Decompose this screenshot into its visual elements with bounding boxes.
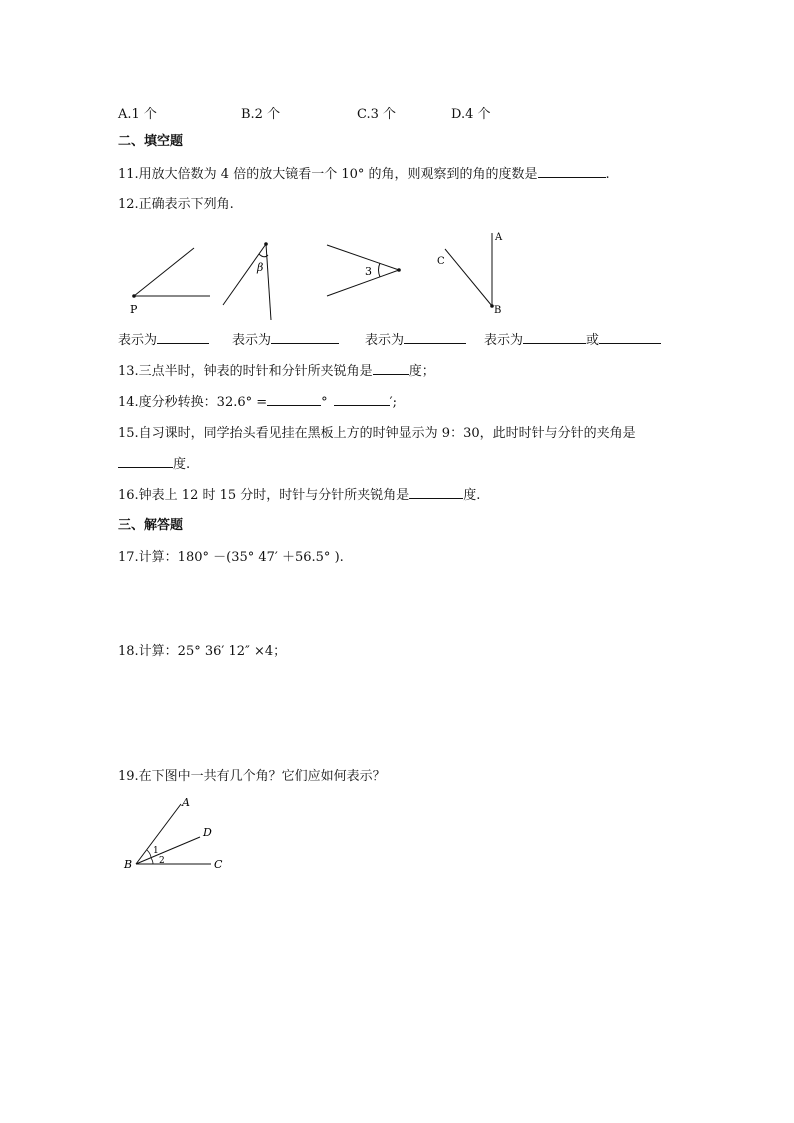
label-p: P [130, 303, 138, 316]
or-label: 或 [586, 333, 600, 348]
question-11-end: . [605, 167, 610, 182]
angle-figure-2 [223, 242, 271, 320]
label-3: 3 [365, 265, 372, 278]
section-answer-title: 三、解答题 [118, 518, 184, 533]
option-a: A.1 个 [118, 107, 157, 122]
answer-blank [373, 362, 409, 375]
option-b: B.2 个 [241, 107, 281, 122]
section-fill-title: 二、填空题 [118, 134, 184, 149]
option-c: C.3 个 [357, 107, 397, 122]
label-a: A [495, 232, 503, 243]
show-label: 表示为 [232, 333, 272, 348]
option-d: D.4 个 [451, 107, 491, 122]
label-1: 1 [153, 846, 159, 856]
question-16-text: 16.钟表上 12 时 15 分时，时针与分针所夹锐角是 [118, 488, 410, 503]
q12-answer-1 [118, 331, 209, 350]
show-label: 表示为 [118, 333, 158, 348]
q12-answer-3 [365, 331, 466, 350]
question-13-unit: 度； [408, 364, 435, 379]
answer-blank [157, 331, 209, 344]
angle-figure-1 [130, 248, 210, 316]
question-14-text: 14.度分秒转换：32.6° = [118, 395, 268, 410]
question-13 [118, 362, 435, 381]
angle-figure-abc [118, 792, 238, 874]
label-c: C [437, 256, 445, 267]
label-a: A [182, 796, 190, 809]
answer-blank [523, 331, 586, 344]
answer-blank [118, 455, 173, 468]
angle-figures [118, 225, 518, 320]
label-b: B [494, 305, 502, 316]
question-15-unit: 度. [173, 457, 191, 472]
answer-blank [334, 393, 390, 406]
question-11-text: 11.用放大倍数为 4 倍的放大镜看一个 10° 的角，则观察到的角的度数是 [118, 167, 538, 182]
answer-blank [409, 486, 463, 499]
angle-figure-4 [437, 232, 503, 316]
answer-blank [404, 331, 466, 344]
question-11 [118, 165, 610, 184]
angle-figure-3 [327, 245, 401, 296]
show-label: 表示为 [484, 333, 524, 348]
question-15-cont [118, 455, 190, 474]
question-17: 17.计算：180° －(35° 47′ ＋56.5° ). [118, 550, 344, 565]
answer-blank [271, 331, 339, 344]
question-13-text: 13.三点半时，钟表的时针和分针所夹锐角是 [118, 364, 373, 379]
label-c: C [214, 858, 223, 871]
answer-blank [599, 331, 661, 344]
question-15: 15.自习课时，同学抬头看见挂在黑板上方的时钟显示为 9：30，此时时针与分针的夹角是 [118, 426, 636, 441]
label-2: 2 [159, 856, 165, 866]
question-18: 18.计算：25° 36′ 12″ ×4； [118, 644, 287, 659]
degree-symbol: ° [321, 395, 328, 410]
q12-answer-4 [484, 331, 661, 350]
show-label: 表示为 [365, 333, 405, 348]
label-b: B [124, 858, 133, 871]
question-19: 19.在下图中一共有几个角？它们应如何表示？ [118, 769, 386, 784]
minute-symbol: ′; [389, 395, 397, 410]
answer-blank [538, 165, 606, 178]
question-16 [118, 486, 480, 505]
question-16-unit: 度. [463, 488, 481, 503]
q12-answer-2 [232, 331, 339, 350]
question-12: 12.正确表示下列角. [118, 197, 234, 212]
label-beta: β [257, 261, 264, 274]
question-14 [118, 393, 397, 412]
label-d: D [203, 826, 212, 839]
answer-blank [267, 393, 321, 406]
